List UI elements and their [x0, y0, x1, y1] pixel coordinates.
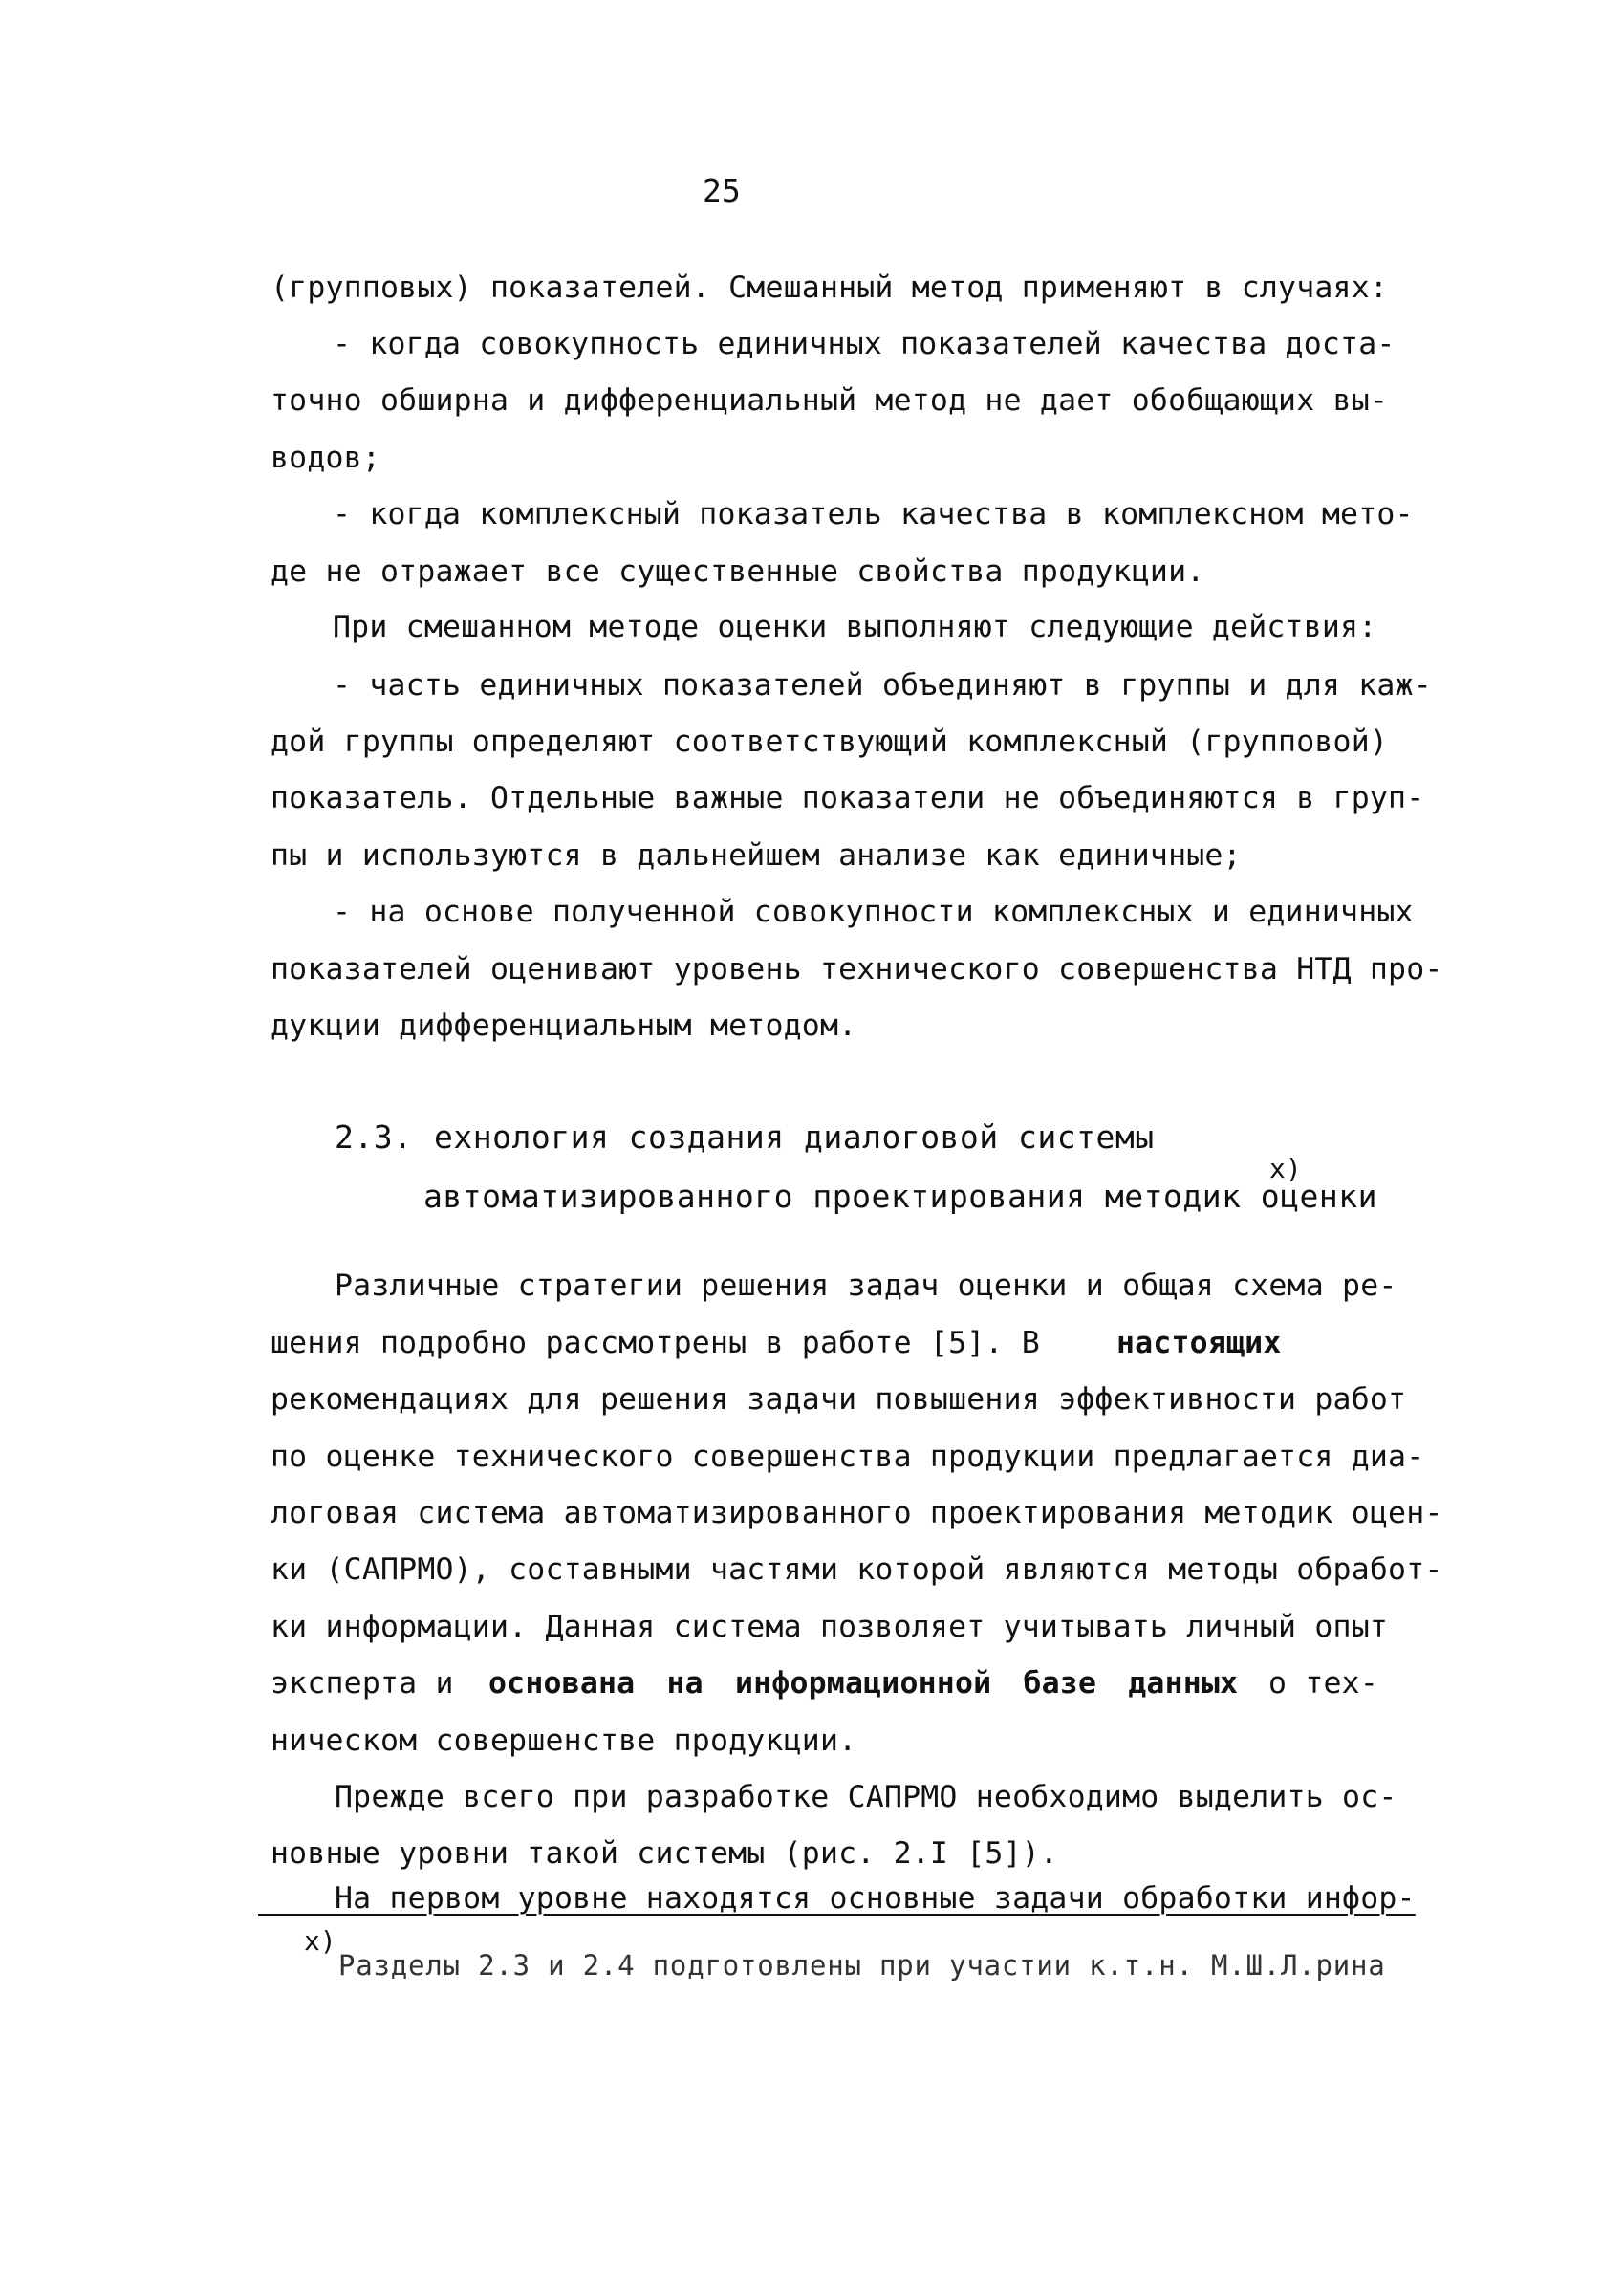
footnote-marker: x)	[304, 1925, 336, 1957]
text-line: де не отражает все существенные свойства продукции.	[271, 554, 1205, 589]
text-line: (групповых) показателей. Смешанный метод применяют в случаях:	[271, 271, 1389, 305]
footnote-text: Разделы 2.3 и 2.4 подготовлены при участии к.т.н. М.Ш.Л.рина	[338, 1949, 1386, 1982]
text-line: - когда комплексный показатель качества в комплексном мето-	[333, 497, 1414, 531]
text-line: дой группы определяют соответствующий комплексный (групповой)	[271, 725, 1389, 759]
text-line: рекомендациях для решения задачи повышения эффективности работ	[271, 1382, 1407, 1417]
text-line: по оценке технического совершенства продукции предлагается диа-	[271, 1440, 1425, 1474]
section-number: 2.3.	[335, 1118, 413, 1156]
text-line: - когда совокупность единичных показателей качества доста-	[333, 327, 1396, 361]
text-run: о тех-	[1268, 1666, 1378, 1701]
text-line: На первом уровне находятся основные задачи обработки инфор-	[335, 1881, 1416, 1916]
text-line: ническом совершенстве продукции.	[271, 1723, 857, 1758]
text-line: - на основе полученной совокупности комплексных и единичных	[333, 895, 1414, 929]
text-line: показателей оценивают уровень технического совершенства НТД про-	[271, 952, 1443, 986]
text-line: водов;	[271, 441, 380, 475]
section-title-line-2: автоматизированного проектирования методик оценки	[423, 1178, 1378, 1215]
text-line: Различные стратегии решения задач оценки и общая схема ре-	[335, 1268, 1397, 1303]
text-run: настоящих	[1116, 1326, 1282, 1360]
text-line: показатель. Отдельные важные показатели не объединяются в груп-	[271, 781, 1425, 815]
footnote-rule	[258, 1914, 406, 1916]
text-line: пы и используются в дальнейшем анализе как единичные;	[271, 838, 1242, 873]
text-line: точно обширна и дифференциальный метод не дает обобщающих вы-	[271, 383, 1389, 418]
text-line: ки (САПРМО), составными частями которой являются методы обработ-	[271, 1552, 1443, 1587]
text-line: дукции дифференциальным методом.	[271, 1008, 857, 1043]
section-title-line-1: ехнология создания диалоговой системы	[434, 1118, 1155, 1156]
text-run: основана на информационной базе данных	[488, 1666, 1239, 1701]
text-line: эксперта и	[271, 1666, 454, 1701]
text-line: ки информации. Данная система позволяет учитывать личный опыт	[271, 1610, 1389, 1644]
text-line: новные уровни такой системы (рис. 2.I [5]).	[271, 1836, 1059, 1871]
text-line: При смешанном методе оценки выполняют следующие действия:	[333, 610, 1377, 644]
text-line: шения подробно рассмотрены в работе [5]. В	[271, 1326, 1040, 1360]
page-number: 25	[703, 172, 741, 209]
text-line: логовая система автоматизированного проектирования методик оцен-	[271, 1496, 1443, 1530]
section-footnote-marker: x)	[1269, 1153, 1302, 1184]
text-line: Прежде всего при разработке САПРМО необходимо выделить ос-	[335, 1780, 1397, 1814]
text-line: - часть единичных показателей объединяют в группы и для каж-	[333, 668, 1432, 703]
